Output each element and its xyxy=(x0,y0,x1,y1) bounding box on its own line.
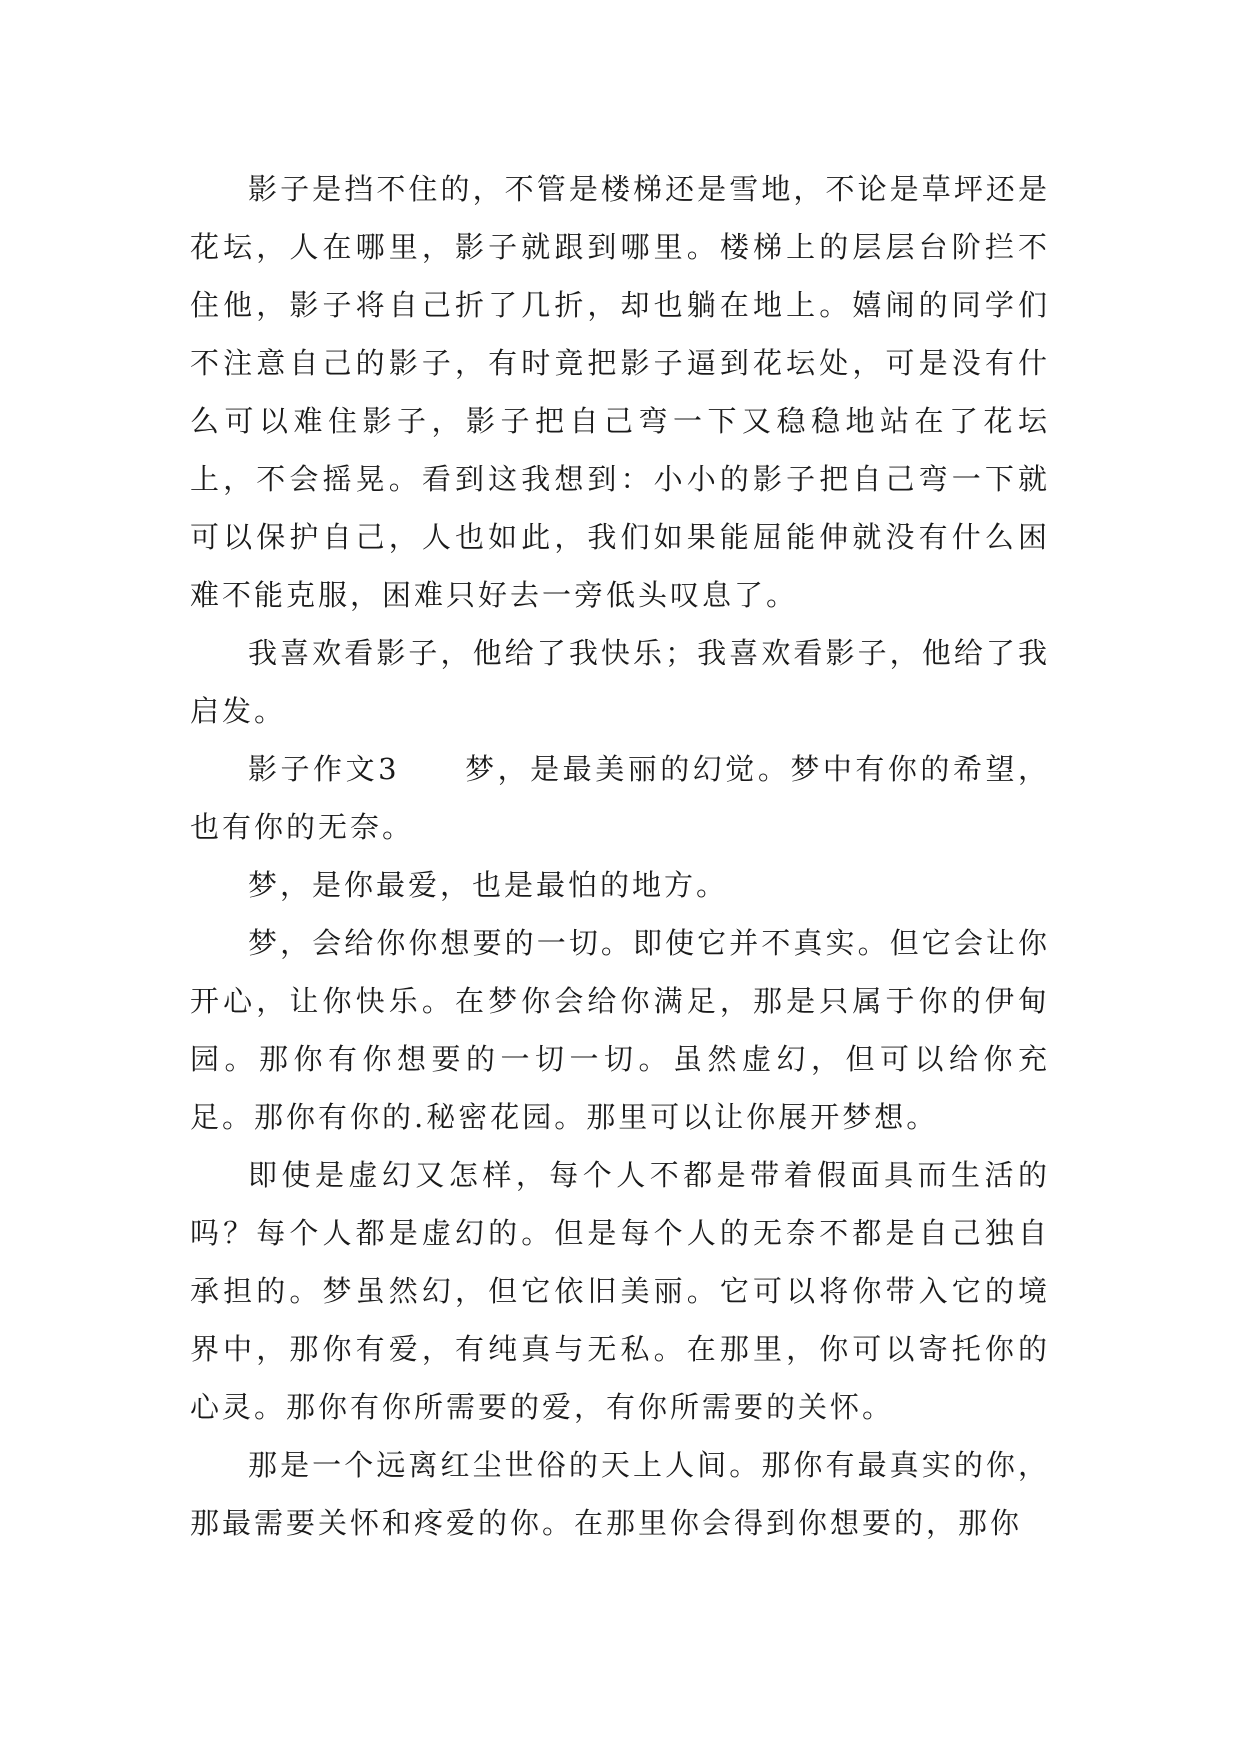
paragraph-5: 梦，会给你你想要的一切。即使它并不真实。但它会让你开心，让你快乐。在梦你会给你满足，那是只属于你的伊甸园。那你有你想要的一切一切。虽然虚幻，但可以给你充足。那你有你的.秘密花园。那里可以让你展开梦想。 xyxy=(190,926,1050,1134)
paragraph-3: 影子作文3 梦，是最美丽的幻觉。梦中有你的希望，也有你的无奈。 xyxy=(190,752,1050,844)
paragraph-4: 梦，是你最爱，也是最怕的地方。 xyxy=(248,868,729,902)
paragraph-1: 影子是挡不住的，不管是楼梯还是雪地，不论是草坪还是花坛，人在哪里，影子就跟到哪里。楼梯上的层层台阶拦不住他，影子将自己折了几折，却也躺在地上。嬉闹的同学们不注意自己的影子，有时竟把影子逼到花坛处，可是没有什么可以难住影子，影子把自己弯一下又稳稳地站在了花坛上，不会摇晃。看到这我想到：小小的影子把自己弯一下就可以保护自己，人也如此，我们如果能屈能伸就没有什么困难不能克服，困难只好去一旁低头叹息了。 xyxy=(190,172,1050,612)
paragraph-6: 即使是虚幻又怎样，每个人不都是带着假面具而生活的吗？每个人都是虚幻的。但是每个人的无奈不都是自己独自承担的。梦虽然幻，但它依旧美丽。它可以将你带入它的境界中，那你有爱，有纯真与无私。在那里，你可以寄托你的心灵。那你有你所需要的爱，有你所需要的关怀。 xyxy=(190,1158,1050,1424)
paragraph-2: 我喜欢看影子，他给了我快乐；我喜欢看影子，他给了我启发。 xyxy=(190,636,1050,728)
document-body xyxy=(190,160,1050,1552)
paragraph-7: 那是一个远离红尘世俗的天上人间。那你有最真实的你，那最需要关怀和疼爱的你。在那里你会得到你想要的，那你 xyxy=(190,1448,1050,1540)
